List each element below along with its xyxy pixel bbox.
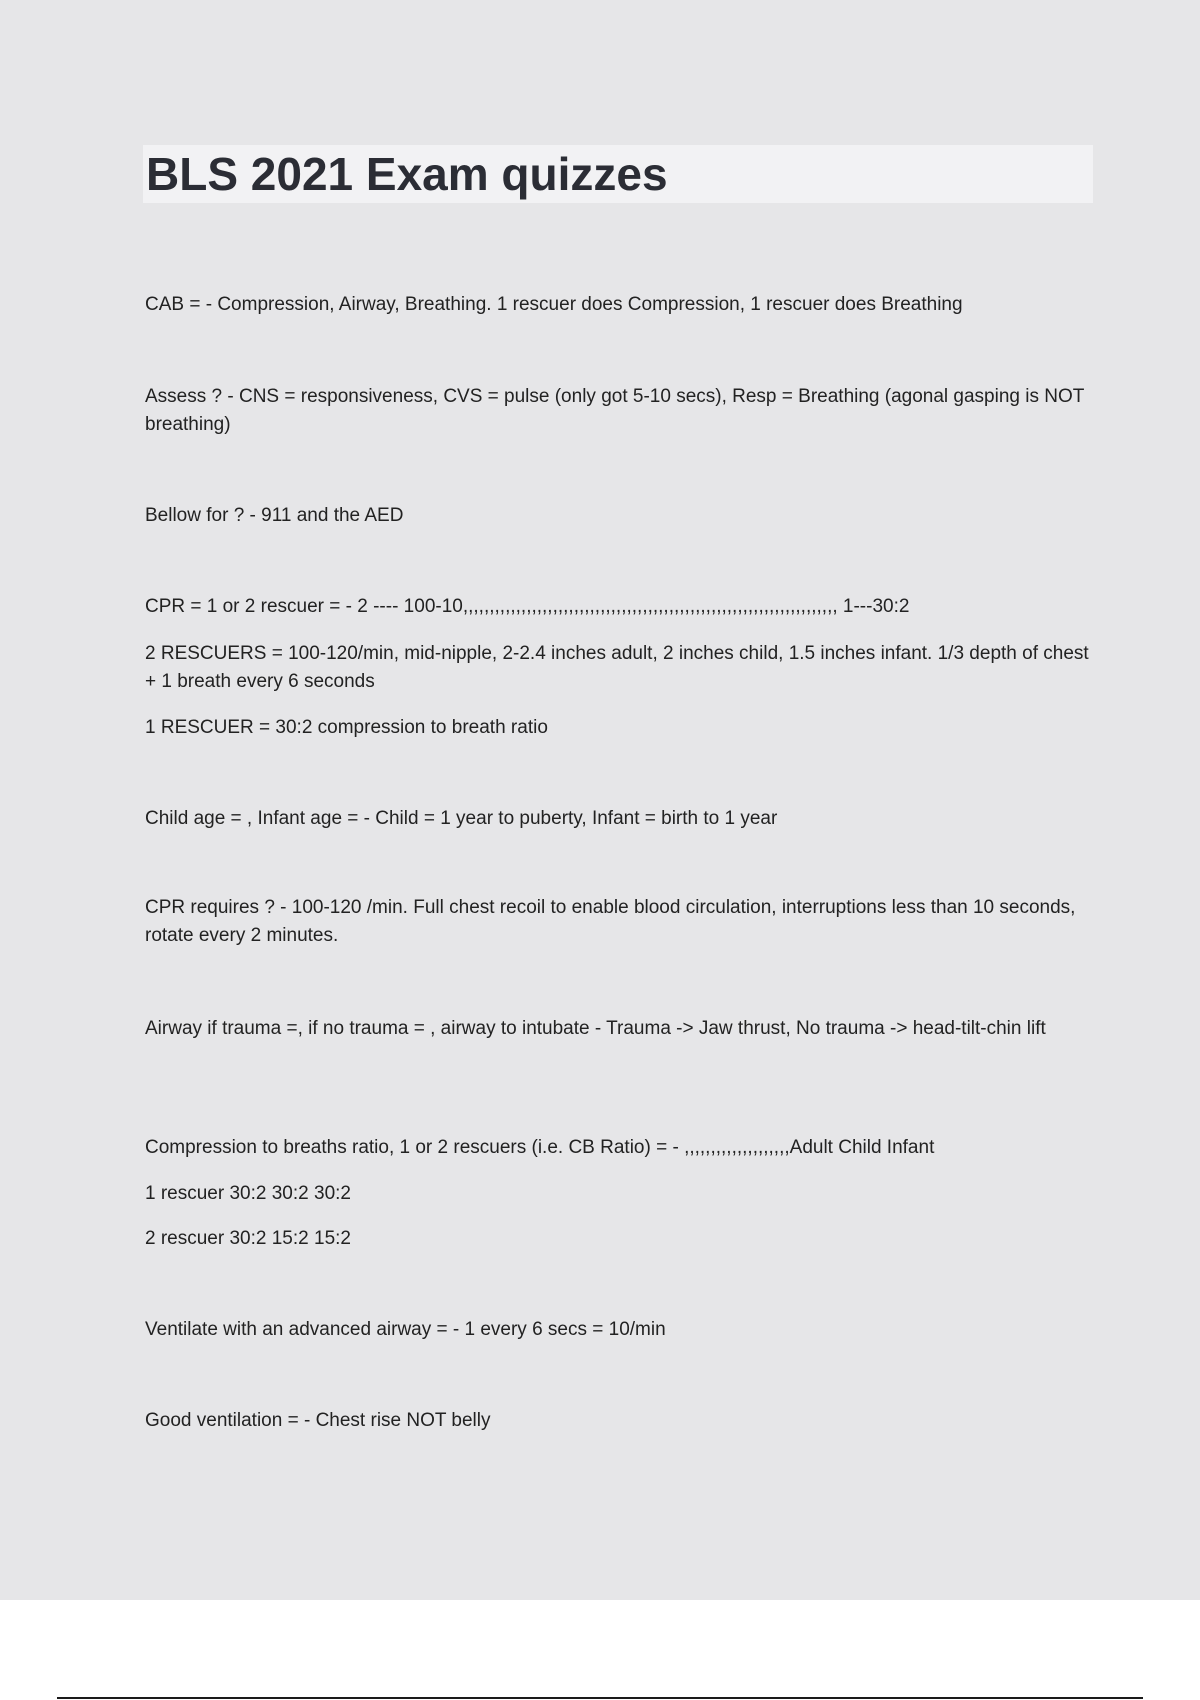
quiz-item-good-ventilation: Good ventilation = - Chest rise NOT belly: [145, 1410, 491, 1431]
page-title: BLS 2021 Exam quizzes: [146, 148, 668, 200]
quiz-item-ventilate: Ventilate with an advanced airway = - 1 every 6 secs = 10/min: [145, 1319, 666, 1340]
quiz-item-two-rescuers: 2 RESCUERS = 100-120/min, mid-nipple, 2-2.4 inches adult, 2 inches child, 1.5 inches infant. 1/3 depth of chest + 1 breath every 6 seconds: [145, 643, 1089, 692]
footer-divider: [57, 1697, 1143, 1699]
quiz-item-ratio-one-rescuer: 1 rescuer 30:2 30:2 30:2: [145, 1183, 351, 1204]
quiz-item-one-rescuer: 1 RESCUER = 30:2 compression to breath ratio: [145, 717, 548, 738]
quiz-item-airway: Airway if trauma =, if no trauma = , airway to intubate - Trauma -> Jaw thrust, No trauma -> head-tilt-chin lift: [145, 1018, 1046, 1039]
quiz-item-cab: CAB = - Compression, Airway, Breathing. 1 rescuer does Compression, 1 rescuer does Breathing: [145, 294, 963, 315]
quiz-item-ratio-two-rescuer: 2 rescuer 30:2 15:2 15:2: [145, 1228, 351, 1249]
quiz-item-cpr-rescuer: CPR = 1 or 2 rescuer = - 2 ---- 100-10,,,,,,,,,,,,,,,,,,,,,,,,,,,,,,,,,,,,,,,,,,,,,,,,,,,,,,,,,,,,,,,,,,,,,,, 1---30:2: [145, 596, 910, 617]
quiz-item-age: Child age = , Infant age = - Child = 1 year to puberty, Infant = birth to 1 year: [145, 808, 778, 829]
quiz-item-cb-ratio: Compression to breaths ratio, 1 or 2 rescuers (i.e. CB Ratio) = - ,,,,,,,,,,,,,,,,,,,,Adult Child Infant: [145, 1137, 935, 1158]
quiz-item-bellow: Bellow for ? - 911 and the AED: [145, 505, 404, 526]
quiz-item-cpr-requires: CPR requires ? - 100-120 /min. Full chest recoil to enable blood circulation, interruptions less than 10 seconds, rotate every 2 minutes.: [145, 897, 1076, 946]
quiz-item-assess: Assess ? - CNS = responsiveness, CVS = pulse (only got 5-10 secs), Resp = Breathing (agonal gasping is NOT breathing): [145, 386, 1085, 435]
